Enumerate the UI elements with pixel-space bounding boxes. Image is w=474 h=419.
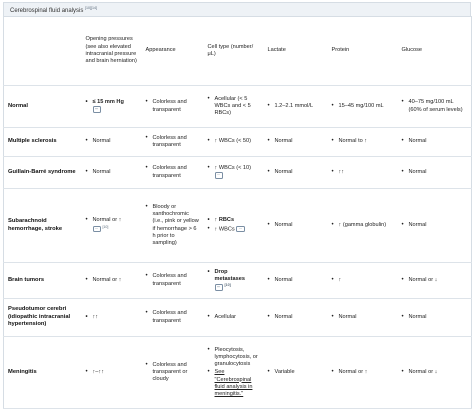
cell-appearance: • Colorless and transparent: [142, 86, 204, 128]
reference-link[interactable]: [10]: [224, 283, 231, 288]
more-info-icon[interactable]: ⋯: [215, 172, 223, 179]
cell-text: Normal or ↑: [92, 217, 122, 224]
cell-protein: • ↑↑: [328, 157, 398, 189]
row-header-subarachnoid-hemorrhage: Subarachnoid hemorrhage, stroke: [4, 189, 82, 263]
header-protein: Protein: [328, 17, 398, 86]
row-header-multiple-sclerosis: Multiple sclerosis: [4, 128, 82, 157]
table-header-row: [4, 17, 472, 86]
cell-glucose: • Normal or ↓: [398, 263, 472, 299]
row-header-guillain-barre: Guillain-Barré syndrome: [4, 157, 82, 189]
cell-protein: • Normal or ↑: [328, 337, 398, 409]
header-condition: [4, 17, 82, 86]
cell-cells: [204, 157, 264, 189]
table-caption-title: Cerebrospinal fluid analysis: [10, 8, 84, 14]
more-info-icon[interactable]: ⋯: [215, 284, 223, 291]
reference-link[interactable]: [10]: [102, 224, 109, 229]
table-row: [4, 157, 472, 189]
cell-text: ↑ WBCs (< 10): [214, 164, 252, 171]
cell-appearance: • Colorless and transparent: [142, 299, 204, 337]
cell-cells: [204, 263, 264, 299]
meningitis-csf-link[interactable]: See "Cerebrospinal fluid analysis in meningitis.": [214, 369, 253, 398]
csf-analysis-table: [3, 16, 472, 409]
cell-lactate: • Normal: [264, 299, 328, 337]
row-header-pseudotumor-cerebri: Pseudotumor cerebri (idiopathic intracranial hypertension): [4, 299, 82, 337]
row-header-meningitis: Meningitis: [4, 337, 82, 409]
cell-glucose: • Normal: [398, 157, 472, 189]
cell-glucose: • Normal: [398, 128, 472, 157]
cell-glucose: • 40–75 mg/100 mL (60% of serum levels): [398, 86, 472, 128]
cell-text: ↑ WBCs: [214, 226, 235, 233]
cell-lactate: • 1.2–2.1 mmol/L: [264, 86, 328, 128]
cell-pressure: • Normal: [82, 128, 142, 157]
cell-cells: • ↑ WBCs (< 50): [204, 128, 264, 157]
table-row: [4, 337, 472, 409]
cell-pressure: • ↑↑: [82, 299, 142, 337]
cell-lactate: • Normal: [264, 189, 328, 263]
cell-lactate: • Normal: [264, 263, 328, 299]
cell-glucose: • Normal or ↓: [398, 337, 472, 409]
cell-appearance: • Colorless and transparent: [142, 263, 204, 299]
cell-protein: • 15–45 mg/100 mL: [328, 86, 398, 128]
more-info-icon[interactable]: ⋯: [93, 106, 101, 113]
cell-cells: • Pleocytosis, lymphocytosis, or granulocytosis • See "Cerebrospinal fluid analysis in meningitis.": [204, 337, 264, 409]
more-info-icon[interactable]: ⋯: [236, 226, 244, 233]
header-opening-pressure: Opening pressures (see also elevated intracranial pressure and brain herniation): [82, 17, 142, 86]
cell-appearance: • Colorless and transparent or cloudy: [142, 337, 204, 409]
cell-cells: • Acellular: [204, 299, 264, 337]
cell-lactate: • Normal: [264, 128, 328, 157]
cell-appearance: • Colorless and transparent: [142, 128, 204, 157]
row-header-brain-tumors: Brain tumors: [4, 263, 82, 299]
cell-text: Drop metastases: [214, 268, 245, 282]
table-row: [4, 263, 472, 299]
cell-protein: • ↑ (gamma globulin): [328, 189, 398, 263]
cell-appearance: • Colorless and transparent: [142, 157, 204, 189]
more-info-icon[interactable]: ⋯: [93, 226, 101, 233]
cell-pressure: • ↑–↑↑: [82, 337, 142, 409]
cell-pressure: [82, 189, 142, 263]
cell-protein: • ↑: [328, 263, 398, 299]
cell-lactate: • Variable: [264, 337, 328, 409]
cell-pressure: • Normal: [82, 157, 142, 189]
row-header-normal: Normal: [4, 86, 82, 128]
cell-pressure: • Normal or ↑: [82, 263, 142, 299]
table-row: [4, 299, 472, 337]
header-glucose: Glucose: [398, 17, 472, 86]
caption-reference[interactable]: [10][14]: [85, 6, 98, 10]
table-row: [4, 189, 472, 263]
table-row: [4, 86, 472, 128]
header-appearance: Appearance: [142, 17, 204, 86]
cell-text: ≤ 15 mm Hg: [92, 98, 124, 105]
cell-glucose: • Normal: [398, 189, 472, 263]
cell-lactate: • Normal: [264, 157, 328, 189]
cell-protein: • Normal to ↑: [328, 128, 398, 157]
table-row: [4, 128, 472, 157]
cell-pressure: [82, 86, 142, 128]
header-cell-type: Cell type (number/μL): [204, 17, 264, 86]
header-lactate: Lactate: [264, 17, 328, 86]
cell-glucose: • Normal: [398, 299, 472, 337]
cell-cells: • Acellular (< 5 WBCs and < 5 RBCs): [204, 86, 264, 128]
cell-appearance: • Bloody or xanthochromic (i.e., pink or yellow if hemorrhage > 6 h prior to sampling): [142, 189, 204, 263]
cell-protein: • Normal: [328, 299, 398, 337]
table-caption: [3, 2, 471, 16]
cell-cells: • ↑ RBCs • ↑ WBCs ⋯: [204, 189, 264, 263]
